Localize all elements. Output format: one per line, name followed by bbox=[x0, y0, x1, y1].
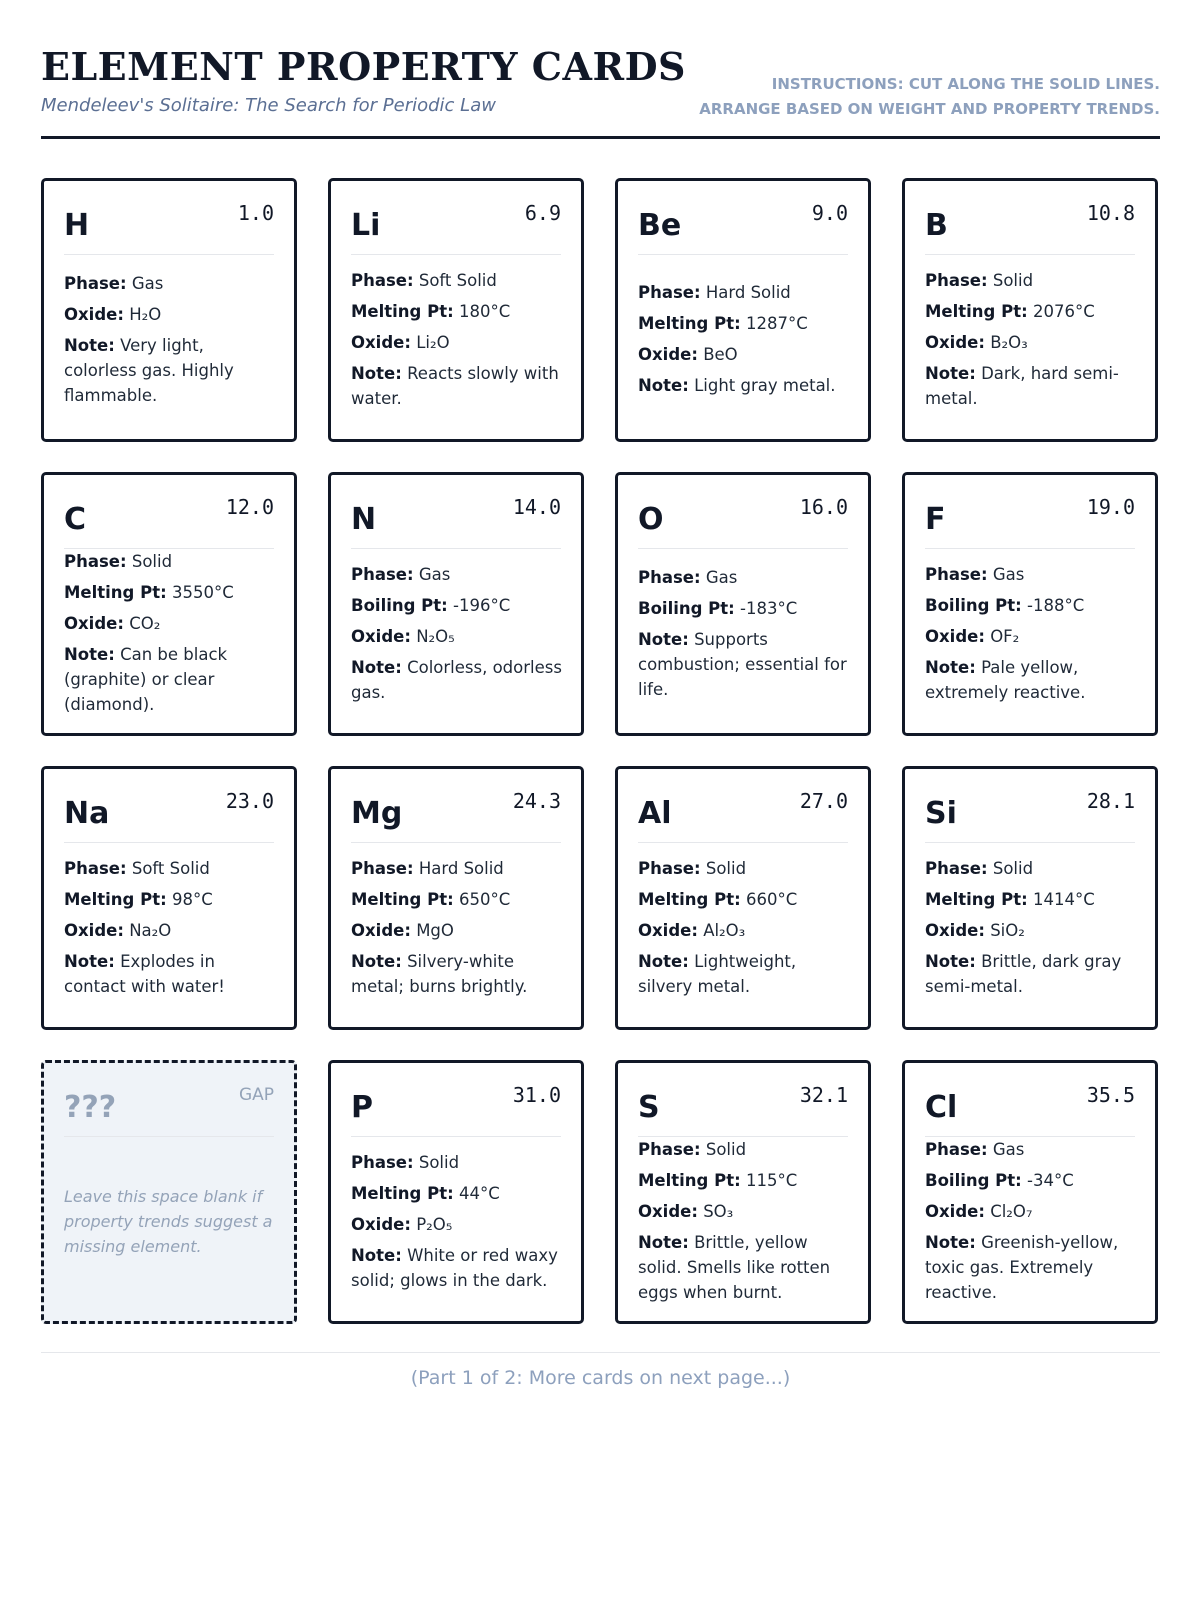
property-oxide bbox=[351, 330, 563, 355]
page-subtitle: Mendeleev's Solitaire: The Search for Periodic Law bbox=[41, 95, 496, 116]
property-label: Oxide: bbox=[638, 345, 698, 364]
property-value: BeO bbox=[703, 345, 738, 364]
property-value: Solid bbox=[705, 1140, 747, 1159]
property-label: Note: bbox=[925, 657, 976, 677]
atomic-weight: 31.0 bbox=[512, 1083, 561, 1107]
property-phase bbox=[351, 562, 563, 587]
property-note bbox=[64, 949, 276, 999]
card-body bbox=[638, 255, 850, 423]
property-label: Phase: bbox=[638, 858, 701, 878]
property-note bbox=[925, 949, 1137, 999]
property-note bbox=[638, 627, 850, 702]
property-value: 2076°C bbox=[1032, 301, 1095, 321]
property-label: Melting Pt: bbox=[351, 889, 454, 909]
property-melting bbox=[638, 887, 850, 912]
property-note bbox=[351, 361, 563, 411]
page-title: ELEMENT PROPERTY CARDS bbox=[41, 44, 686, 89]
property-label: Melting Pt: bbox=[925, 301, 1028, 321]
instructions-line-2: ARRANGE BASED ON WEIGHT AND PROPERTY TRENDS. bbox=[699, 100, 1160, 118]
property-oxide bbox=[925, 330, 1137, 355]
property-melting bbox=[351, 887, 563, 912]
atomic-weight: 23.0 bbox=[225, 789, 274, 813]
card-body bbox=[351, 1137, 563, 1305]
property-boiling bbox=[925, 593, 1137, 618]
property-value: Soft Solid bbox=[418, 270, 497, 290]
element-card bbox=[902, 472, 1158, 736]
instructions-line-1: INSTRUCTIONS: CUT ALONG THE SOLID LINES. bbox=[771, 75, 1160, 93]
property-melting bbox=[925, 887, 1137, 912]
card-body bbox=[64, 843, 276, 1011]
element-card bbox=[902, 766, 1158, 1030]
property-oxide bbox=[351, 624, 563, 649]
property-value: Gas bbox=[992, 564, 1025, 584]
property-phase bbox=[351, 268, 563, 293]
property-phase bbox=[638, 280, 850, 305]
element-card bbox=[615, 1060, 871, 1324]
property-melting bbox=[351, 299, 563, 324]
property-value: 1414°C bbox=[1032, 889, 1095, 909]
property-oxide bbox=[351, 918, 563, 943]
card-body bbox=[925, 843, 1137, 1011]
element-symbol: S bbox=[638, 1090, 660, 1125]
property-value: -183°C bbox=[740, 598, 798, 618]
property-label: Melting Pt: bbox=[638, 1171, 741, 1190]
property-value: OF₂ bbox=[990, 626, 1020, 646]
property-label: Oxide: bbox=[638, 920, 698, 940]
property-value: H₂O bbox=[129, 304, 162, 324]
property-note bbox=[925, 361, 1137, 411]
property-value: Reacts slowly with water. bbox=[351, 363, 559, 408]
property-oxide bbox=[925, 918, 1137, 943]
property-label: Note: bbox=[351, 363, 402, 383]
property-label: Melting Pt: bbox=[64, 583, 167, 602]
element-card bbox=[615, 472, 871, 736]
property-phase bbox=[64, 271, 276, 296]
property-value: Colorless, odorless gas. bbox=[351, 657, 562, 702]
property-value: Al₂O₃ bbox=[703, 920, 746, 940]
property-phase bbox=[638, 856, 850, 881]
property-value: Brittle, yellow solid. Smells like rotten eggs when burnt. bbox=[638, 1233, 831, 1302]
property-label: Note: bbox=[638, 629, 689, 649]
property-boiling bbox=[925, 1168, 1137, 1193]
property-value: White or red waxy solid; glows in the dark. bbox=[351, 1245, 558, 1290]
property-label: Oxide: bbox=[64, 920, 124, 940]
property-label: Phase: bbox=[64, 552, 127, 571]
element-symbol: Al bbox=[638, 796, 672, 831]
property-value: SO₃ bbox=[703, 1202, 734, 1221]
property-boiling bbox=[638, 596, 850, 621]
property-phase bbox=[925, 856, 1137, 881]
property-label: Oxide: bbox=[925, 332, 985, 352]
property-label: Phase: bbox=[351, 1152, 414, 1172]
element-symbol: ??? bbox=[64, 1090, 117, 1125]
property-label: Oxide: bbox=[64, 304, 124, 324]
element-symbol: Si bbox=[925, 796, 957, 831]
property-label: Oxide: bbox=[351, 332, 411, 352]
property-phase bbox=[64, 549, 276, 574]
property-label: Melting Pt: bbox=[925, 889, 1028, 909]
property-phase bbox=[351, 1150, 563, 1175]
atomic-weight: 35.5 bbox=[1086, 1083, 1135, 1107]
property-label: Note: bbox=[351, 1245, 402, 1265]
property-value: -34°C bbox=[1027, 1171, 1074, 1190]
property-phase bbox=[638, 1137, 850, 1162]
property-label: Phase: bbox=[925, 564, 988, 584]
property-label: Note: bbox=[925, 363, 976, 383]
property-oxide bbox=[638, 918, 850, 943]
property-melting bbox=[638, 1168, 850, 1193]
property-label: Phase: bbox=[638, 283, 701, 302]
property-oxide bbox=[351, 1212, 563, 1237]
property-label: Oxide: bbox=[638, 1202, 698, 1221]
property-label: Phase: bbox=[351, 564, 414, 584]
property-label: Note: bbox=[64, 335, 115, 355]
element-symbol: Cl bbox=[925, 1090, 958, 1125]
property-label: Phase: bbox=[638, 567, 701, 587]
property-value: 98°C bbox=[171, 889, 213, 909]
property-note bbox=[638, 949, 850, 999]
element-symbol: O bbox=[638, 502, 664, 537]
property-note bbox=[638, 1230, 850, 1305]
property-value: SiO₂ bbox=[990, 920, 1025, 940]
property-label: Phase: bbox=[351, 858, 414, 878]
property-value: 180°C bbox=[458, 301, 511, 321]
property-value: Dark, hard semi-metal. bbox=[925, 363, 1119, 408]
element-card bbox=[41, 766, 297, 1030]
gap-instructions: Leave this space blank if property trends suggest a missing element. bbox=[64, 1186, 273, 1256]
property-value: Na₂O bbox=[129, 920, 172, 940]
atomic-weight: 10.8 bbox=[1086, 201, 1135, 225]
property-label: Note: bbox=[638, 1233, 689, 1252]
property-value: Lightweight, silvery metal. bbox=[638, 951, 797, 996]
atomic-weight: 32.1 bbox=[799, 1083, 848, 1107]
property-label: Note: bbox=[925, 951, 976, 971]
property-value: -196°C bbox=[453, 595, 511, 615]
property-value: Cl₂O₇ bbox=[990, 1202, 1033, 1221]
atomic-weight: 28.1 bbox=[1086, 789, 1135, 813]
property-boiling bbox=[351, 593, 563, 618]
property-value: CO₂ bbox=[129, 614, 161, 633]
page-header bbox=[41, 40, 1160, 139]
property-label: Phase: bbox=[925, 270, 988, 290]
property-value: Supports combustion; essential for life. bbox=[638, 629, 847, 699]
property-note bbox=[351, 655, 563, 705]
property-value: MgO bbox=[416, 920, 454, 940]
property-label: Melting Pt: bbox=[351, 1183, 454, 1203]
card-body bbox=[638, 1137, 850, 1305]
property-value: Solid bbox=[131, 552, 173, 571]
property-value: Hard Solid bbox=[418, 858, 504, 878]
property-value: Greenish-yellow, toxic gas. Extremely reactive. bbox=[925, 1233, 1119, 1302]
card-body bbox=[925, 255, 1137, 423]
element-symbol: Na bbox=[64, 796, 110, 831]
property-melting bbox=[64, 580, 276, 605]
card-body bbox=[925, 549, 1137, 717]
card-body bbox=[351, 255, 563, 423]
property-label: Note: bbox=[351, 657, 402, 677]
property-label: Phase: bbox=[925, 858, 988, 878]
property-value: Solid bbox=[992, 858, 1034, 878]
card-body bbox=[351, 843, 563, 1011]
card-body bbox=[638, 843, 850, 1011]
property-label: Melting Pt: bbox=[351, 301, 454, 321]
property-oxide bbox=[638, 1199, 850, 1224]
element-card bbox=[328, 178, 584, 442]
property-value: Hard Solid bbox=[705, 283, 791, 302]
property-value: Gas bbox=[705, 567, 738, 587]
property-value: 44°C bbox=[458, 1183, 500, 1203]
property-label: Note: bbox=[64, 951, 115, 971]
property-label: Note: bbox=[925, 1233, 976, 1252]
property-label: Phase: bbox=[638, 1140, 701, 1159]
card-body bbox=[64, 255, 276, 423]
atomic-weight: 12.0 bbox=[225, 495, 274, 519]
property-label: Boiling Pt: bbox=[638, 598, 735, 618]
property-note bbox=[64, 333, 276, 408]
property-label: Melting Pt: bbox=[64, 889, 167, 909]
element-symbol: N bbox=[351, 502, 377, 537]
property-note bbox=[925, 1230, 1137, 1305]
element-symbol: C bbox=[64, 502, 87, 537]
card-body bbox=[925, 1137, 1137, 1305]
property-value: Li₂O bbox=[416, 332, 450, 352]
property-phase bbox=[925, 1137, 1137, 1162]
property-value: Solid bbox=[418, 1152, 460, 1172]
element-symbol: Mg bbox=[351, 796, 403, 831]
element-symbol: Be bbox=[638, 208, 682, 243]
property-phase bbox=[64, 856, 276, 881]
atomic-weight: 9.0 bbox=[811, 201, 848, 225]
property-value: 1287°C bbox=[745, 314, 808, 333]
property-melting bbox=[638, 311, 850, 336]
property-note bbox=[351, 1243, 563, 1293]
element-card bbox=[328, 766, 584, 1030]
element-card bbox=[41, 178, 297, 442]
property-oxide bbox=[925, 1199, 1137, 1224]
property-value: N₂O₅ bbox=[416, 626, 455, 646]
property-value: 660°C bbox=[745, 889, 798, 909]
property-label: Oxide: bbox=[351, 920, 411, 940]
atomic-weight: 27.0 bbox=[799, 789, 848, 813]
property-value: Solid bbox=[705, 858, 747, 878]
property-label: Note: bbox=[638, 376, 689, 395]
element-card bbox=[615, 178, 871, 442]
element-symbol: Li bbox=[351, 208, 381, 243]
property-value: Gas bbox=[131, 273, 164, 293]
property-value: Soft Solid bbox=[131, 858, 210, 878]
atomic-weight: 6.9 bbox=[524, 201, 561, 225]
property-label: Phase: bbox=[351, 270, 414, 290]
property-note bbox=[351, 949, 563, 999]
property-value: Explodes in contact with water! bbox=[64, 951, 225, 996]
gap-label: GAP bbox=[238, 1085, 274, 1105]
property-label: Boiling Pt: bbox=[925, 1171, 1022, 1190]
element-card bbox=[41, 472, 297, 736]
property-oxide bbox=[925, 624, 1137, 649]
element-symbol: F bbox=[925, 502, 946, 537]
property-label: Boiling Pt: bbox=[351, 595, 448, 615]
property-label: Phase: bbox=[925, 1140, 988, 1159]
instructions bbox=[699, 72, 1160, 122]
property-label: Phase: bbox=[64, 273, 127, 293]
property-value: Gas bbox=[992, 1140, 1025, 1159]
element-card bbox=[902, 1060, 1158, 1324]
property-note bbox=[925, 655, 1137, 705]
card-body bbox=[638, 549, 850, 717]
element-symbol: P bbox=[351, 1090, 373, 1125]
page-footer: (Part 1 of 2: More cards on next page...) bbox=[41, 1352, 1160, 1389]
property-melting bbox=[351, 1181, 563, 1206]
property-melting bbox=[925, 299, 1137, 324]
property-label: Note: bbox=[638, 951, 689, 971]
property-label: Oxide: bbox=[925, 920, 985, 940]
property-phase bbox=[925, 268, 1137, 293]
property-value: Solid bbox=[992, 270, 1034, 290]
property-value: B₂O₃ bbox=[990, 332, 1028, 352]
element-card bbox=[328, 1060, 584, 1324]
property-value: Silvery-white metal; burns brightly. bbox=[351, 951, 528, 996]
element-symbol: B bbox=[925, 208, 948, 243]
atomic-weight: 1.0 bbox=[237, 201, 274, 225]
property-value: 650°C bbox=[458, 889, 511, 909]
property-label: Melting Pt: bbox=[638, 314, 741, 333]
property-value: Gas bbox=[418, 564, 451, 584]
property-phase bbox=[351, 856, 563, 881]
property-oxide bbox=[64, 611, 276, 636]
property-label: Oxide: bbox=[351, 1214, 411, 1234]
property-label: Phase: bbox=[64, 858, 127, 878]
property-oxide bbox=[638, 342, 850, 367]
property-value: Brittle, dark gray semi-metal. bbox=[925, 951, 1122, 996]
property-label: Melting Pt: bbox=[638, 889, 741, 909]
card-body bbox=[64, 549, 276, 717]
property-label: Oxide: bbox=[925, 1202, 985, 1221]
property-phase bbox=[638, 565, 850, 590]
gap-card bbox=[41, 1060, 297, 1324]
property-value: 115°C bbox=[745, 1171, 798, 1190]
card-body bbox=[64, 1137, 276, 1305]
element-card bbox=[615, 766, 871, 1030]
property-label: Boiling Pt: bbox=[925, 595, 1022, 615]
property-value: 3550°C bbox=[171, 583, 234, 602]
property-value: Light gray metal. bbox=[694, 376, 836, 395]
property-label: Oxide: bbox=[351, 626, 411, 646]
property-oxide bbox=[64, 918, 276, 943]
element-symbol: H bbox=[64, 208, 90, 243]
property-value: Very light, colorless gas. Highly flammable. bbox=[64, 335, 234, 405]
property-note bbox=[638, 373, 850, 398]
atomic-weight: 16.0 bbox=[799, 495, 848, 519]
property-label: Note: bbox=[64, 645, 115, 664]
card-body bbox=[351, 549, 563, 717]
atomic-weight: 19.0 bbox=[1086, 495, 1135, 519]
property-label: Oxide: bbox=[925, 626, 985, 646]
property-value: -188°C bbox=[1027, 595, 1085, 615]
element-card bbox=[328, 472, 584, 736]
property-oxide bbox=[64, 302, 276, 327]
property-value: Can be black (graphite) or clear (diamond). bbox=[64, 645, 228, 714]
property-label: Note: bbox=[351, 951, 402, 971]
atomic-weight: 14.0 bbox=[512, 495, 561, 519]
element-card bbox=[902, 178, 1158, 442]
property-value: Pale yellow, extremely reactive. bbox=[925, 657, 1086, 702]
property-melting bbox=[64, 887, 276, 912]
property-label: Oxide: bbox=[64, 614, 124, 633]
property-phase bbox=[925, 562, 1137, 587]
atomic-weight: 24.3 bbox=[512, 789, 561, 813]
property-value: P₂O₅ bbox=[416, 1214, 453, 1234]
property-note bbox=[64, 642, 276, 717]
